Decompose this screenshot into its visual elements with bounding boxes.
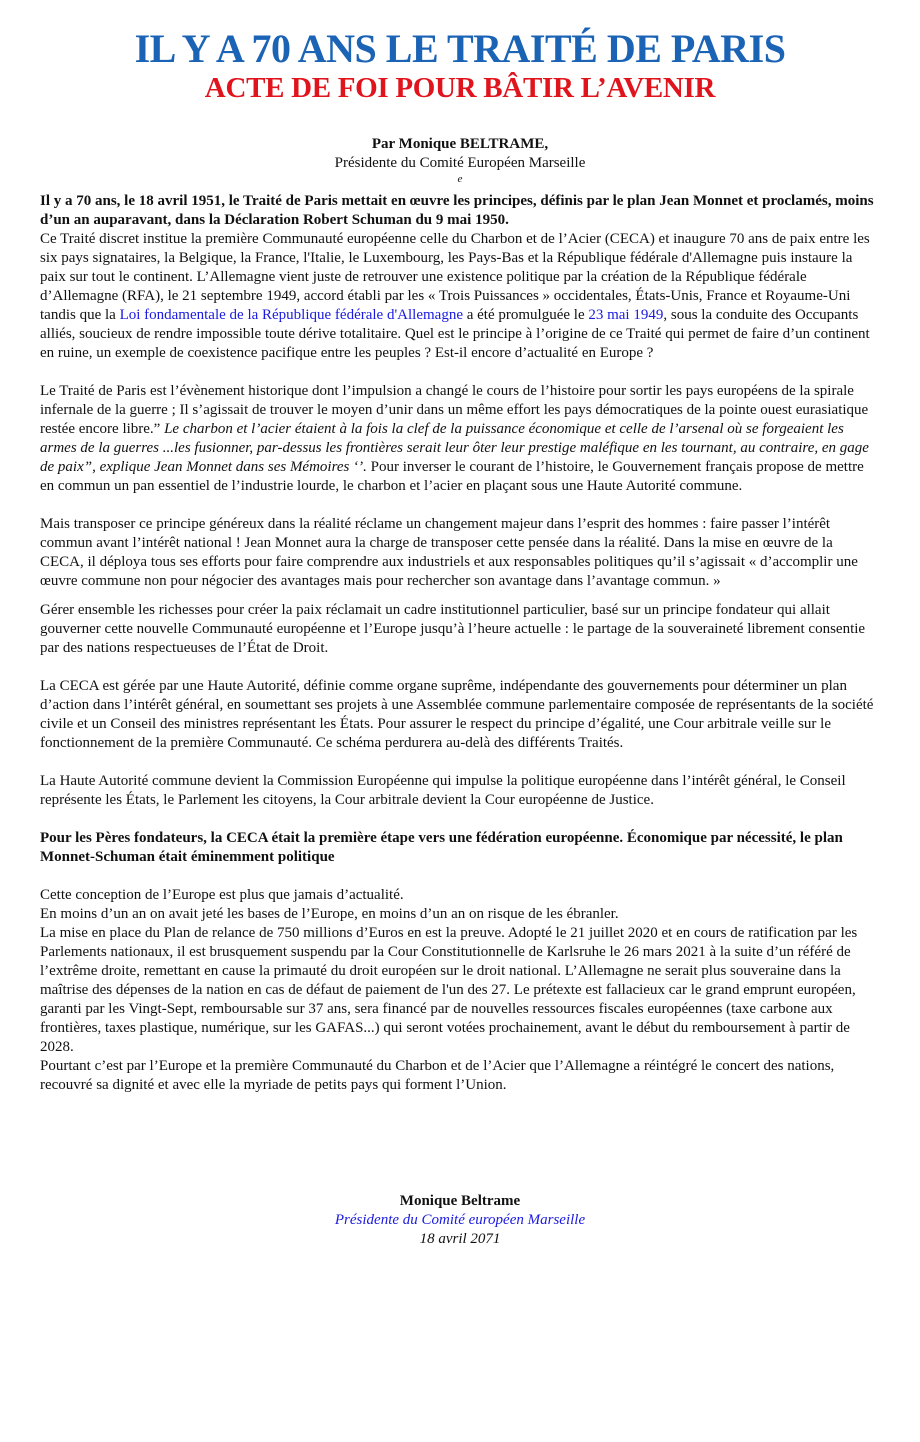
paragraph-1 bbox=[40, 230, 880, 363]
byline bbox=[0, 135, 920, 186]
signature-date: 18 avril 2071 bbox=[419, 1231, 501, 1247]
link-23-mai-1949[interactable]: 23 mai 1949 bbox=[588, 307, 664, 323]
paragraph-1-text-b: a été promulguée le bbox=[462, 307, 589, 323]
signature-role: Présidente du Comité européen Marseille bbox=[334, 1212, 586, 1228]
paragraph-2 bbox=[40, 382, 880, 496]
intro-paragraph: Il y a 70 ans, le 18 avril 1951, le Traité de Paris mettait en œuvre les principes, définis par le plan Jean Monnet et proclamés, moins d’un an auparavant, dans la Déclaration Robert Schuman du 9 mai 1950. bbox=[40, 193, 874, 228]
paragraph-8-line-2: En moins d’un an on avait jeté les bases de l’Europe, en moins d’un an on risque de les ébranler. bbox=[40, 906, 619, 922]
monnet-quote: Le charbon et l’acier étaient à la fois la clef de la puissance économique et celle de l’arsenal où se forgeaient les armes de la guerres ...les fusionner, par-dessus les frontières serait leur ôter leur prestige maléfique en les tournant, au contraire, en gage de paix”, explique Jean Monnet dans ses Mémoires ‘’. bbox=[40, 421, 869, 475]
paragraph-2-text-a: Le Traité de Paris est l’évènement historique dont l’impulsion a changé le cours de l’histoire pour sortir les pays européens de la spirale infernale de la guerre ; Il s’agissait de trouver le moyen d’unir dans un même effort les pays démocratiques de la pointe ouest eurasiatique restée encore libre.” bbox=[40, 383, 869, 437]
byline-mark: e bbox=[457, 173, 463, 185]
paragraph-2-text-b: Pour inverser le courant de l’histoire, le Gouvernement français propose de mettre en commun un pan essentiel de l’industrie lourde, le charbon et l’acier en plaçant sous une Haute Autorité commune. bbox=[40, 459, 864, 494]
paragraph-6: La Haute Autorité commune devient la Commission Européenne qui impulse la politique européenne dans l’intérêt général, le Conseil représente les États, le Parlement les citoyens, la Cour arbitrale devient la Cour européenne de Justice. bbox=[40, 773, 846, 808]
link-loi-fondamentale[interactable]: Loi fondamentale de la République fédérale d'Allemagne bbox=[119, 307, 463, 323]
paragraph-4: Gérer ensemble les richesses pour créer la paix réclamait un cadre institutionnel particulier, basé sur un principe fondateur qui allait gouverner cette nouvelle Communauté européenne et l’Europe jusqu’à l’heure actuelle : le partage de la souveraineté librement consentie par des nations respectueuses de l’État de Droit. bbox=[40, 602, 866, 656]
page-title: IL Y A 70 ANS LE TRAITÉ DE PARIS bbox=[134, 26, 786, 71]
paragraph-5: La CECA est gérée par une Haute Autorité, définie comme organe suprême, indépendante des gouvernements pour déterminer un plan d’action dans l’intérêt général, en soumettant ses projets à une Assemblée commune parlementaire composée de représentants de la société civile et un Conseil des ministres représentant les États. Pour assurer le respect du principe d’égalité, une Cour arbitrale veille sur le fonctionnement de la première Communauté. Ce schéma perdurera au-delà des différents Traités. bbox=[40, 678, 874, 751]
signature-name: Monique Beltrame bbox=[399, 1193, 521, 1209]
article-body bbox=[40, 192, 880, 1095]
paragraph-8-line-4: Pourtant c’est par l’Europe et la première Communauté du Charbon et de l’Acier que l’Allemagne a réintégré le concert des nations, recouvré sa dignité et avec elle la myriade de petits pays qui forment l’Union. bbox=[40, 1058, 835, 1093]
signature-block bbox=[0, 1192, 920, 1249]
paragraph-1-text-a: Ce Traité discret institue la première Communauté européenne celle du Charbon et de l’Acier (CECA) et inaugure 70 ans de paix entre les six pays signataires, la Belgique, la France, l'Italie, le Luxembourg, les Pays-Bas et la République fédérale d'Allemagne puis instaure la paix sur tout le continent. L’Allemagne vient juste de retrouver une existence politique par la création de la République fédérale d’Allemagne (RFA), le 21 septembre 1949, accord établi par les « Trois Puissances » occidentales, États-Unis, France et Royaume-Uni tandis que la bbox=[40, 231, 870, 323]
page-subtitle: ACTE DE FOI POUR BÂTIR L’AVENIR bbox=[204, 72, 716, 104]
paragraph-8-line-1: Cette conception de l’Europe est plus que jamais d’actualité. bbox=[40, 887, 404, 903]
paragraph-1-text-c: , sous la conduite des Occupants alliés, soucieux de rendre impossible toute dérive totalitaire. Quel est le principe à l’origine de ce Traité qui permet de faire d’un continent en ruine, un exemple de coexistence pacifique entre les peuples ? Est-il encore d’actualité en Europe ? bbox=[40, 307, 870, 361]
paragraph-8-line-3: La mise en place du Plan de relance de 750 millions d’Euros en est la preuve. Adopté le 21 juillet 2020 et en cours de ratification par les Parlements nationaux, il est brusquement suspendu par la Cour Constitutionnelle de Karlsruhe le 26 mars 2021 à la suite d’un référé de l’extrême droite, remettant en cause la primauté du droit européen sur le droit national. L’Allemagne ne serait plus souveraine dans la maîtrise des dépenses de la nation en cas de défaut de paiement de l'un des 27. Le prétexte est fallacieux car le grand emprunt européen, garanti par les Vingt-Sept, remboursable sur 37 ans, sera financé par de nouvelles ressources fiscales européennes (taxe carbone aux frontières, taxes plastique, numérique, sur les GAFAS...) qui seront votées prochainement, avant le début du remboursement à partir de 2028. bbox=[40, 925, 858, 1055]
paragraph-7-bold: Pour les Pères fondateurs, la CECA était la première étape vers une fédération européenne. Économique par nécessité, le plan Monnet-Schuman était éminemment politique bbox=[40, 830, 843, 865]
byline-author: Par Monique BELTRAME, bbox=[371, 136, 549, 152]
paragraph-3: Mais transposer ce principe généreux dans la réalité réclame un changement majeur dans l’esprit des hommes : faire passer l’intérêt commun avant l’intérêt national ! Jean Monnet aura la charge de transposer cette pensée dans la réalité. Dans la mise en œuvre de la CECA, il déploya tous ses efforts pour faire comprendre aux industriels et aux responsables politiques qu’il s’agissait « d’accomplir une œuvre commune non pour négocier des avantages mais pour rechercher son avantage dans l’avantage commun. » bbox=[40, 516, 858, 589]
byline-role: Présidente du Comité Européen Marseille bbox=[334, 155, 586, 171]
